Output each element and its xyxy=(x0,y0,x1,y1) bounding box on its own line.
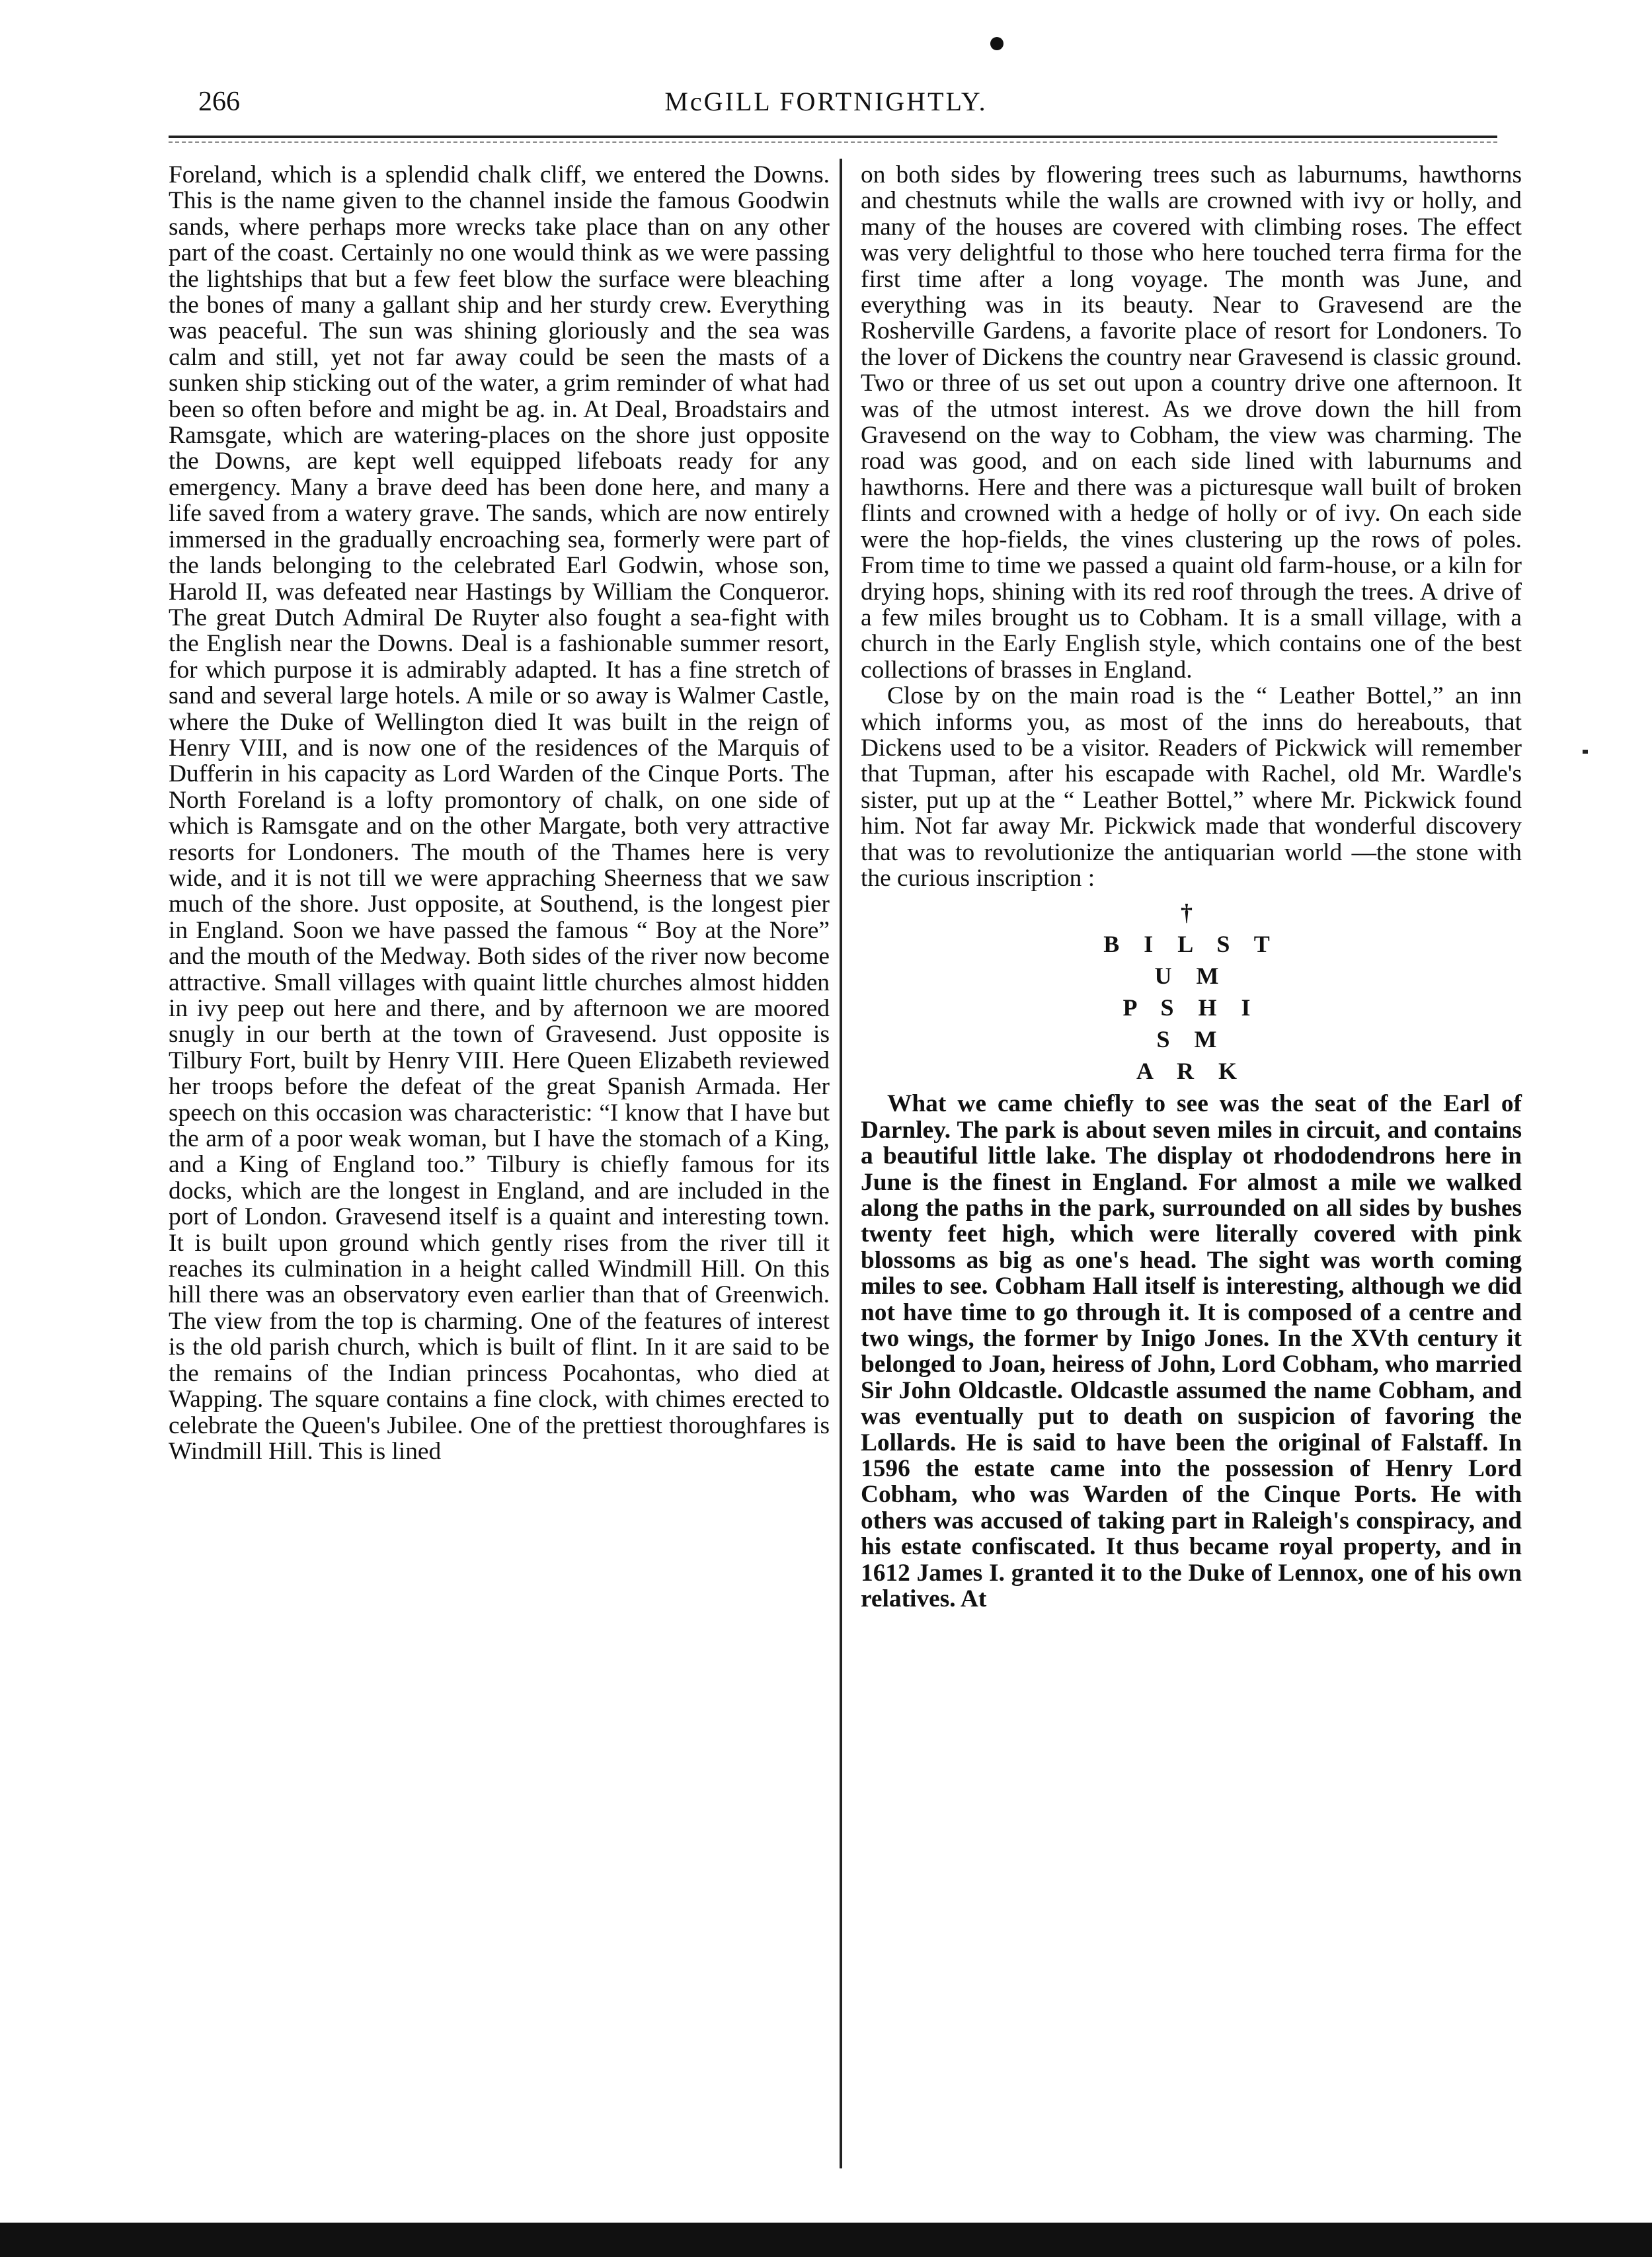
inscription-line: U M xyxy=(1154,963,1228,990)
margin-mark xyxy=(1583,750,1588,754)
inscription-line: P S H I xyxy=(1122,994,1260,1021)
inscription-line: † xyxy=(1181,899,1202,926)
stone-inscription xyxy=(861,896,1522,1087)
left-column xyxy=(169,162,830,1464)
right-column-paragraph-3: What we came chiefly to see was the seat of the Earl of Darnley. The park is about seven miles in circuit, and contains a beautiful little lake. The display ot rhododendrons here in June is the finest in England. For almost a mile we walked along the paths in the park, surrounded on all sides by bushes twenty feet high, which were literally covered with pink blossoms as big as one's head. The sight was worth coming miles to see. Cobham Hall itself is interesting, although we did not have time to go through it. It is composed of a centre and two wings, the former by Inigo Jones. In the XVth century it belonged to Joan, heiress of John, Lord Cobham, who married Sir John Oldcastle. Oldcastle assumed the name Cobham, and was eventually put to death on suspicion of favoring the Lollards. He is said to have been the original of Falstaff. In 1596 the estate came into the possession of Henry Lord Cobham, who was Warden of the Cinque Ports. He with others was accused of taking part in Raleigh's conspiracy, and his estate confiscated. It thus became royal property, and in 1612 James I. granted it to the Duke of Lennox, one of his own relatives. At xyxy=(861,1090,1522,1613)
right-column-paragraph-2: Close by on the main road is the “ Leather Bottel,” an inn which informs you, as most of the inns do hereabouts, that Dickens used to be a visitor. Readers of Pickwick will remember that Tupman, after his escapade with Rachel, old Mr. Wardle's sister, put up at the “ Leather Bottel,” where Mr. Pickwick found him. Not far away Mr. Pickwick made that wonderful discovery that was to revolutionize the antiquarian world —the stone with the curious inscription : xyxy=(861,682,1522,892)
page-header xyxy=(0,86,1652,126)
ink-dot xyxy=(990,37,1003,50)
inscription-line: A R K xyxy=(1136,1058,1246,1085)
inscription-line: S M xyxy=(1156,1026,1226,1053)
header-rule xyxy=(169,136,1497,138)
right-column-paragraph-1: on both sides by flowering trees such as laburnums, hawthorns and chestnuts while the walls are crowned with ivy or holly, and many of the houses are covered with climbing roses. The effect was very delightful to those who here touched terra firma for the first time after a long voyage. The month was June, and everything was in its beauty. Near to Gravesend are the Rosherville Gardens, a favorite place of resort for Londoners. To the lover of Dickens the country near Gravesend is classic ground. Two or three of us set out upon a country drive one afternoon. It was of the utmost interest. As we drove down the hill from Gravesend on the way to Cobham, the view was charming. The road was good, and on each side lined with laburnums and hawthorns. Here and there was a picturesque wall built of broken flints and crowned with a hedge of holly or of ivy. On each side were the hop-fields, the vines clustering up the rows of poles. From time to time we passed a quaint old farm-house, or a kiln for drying hops, shining with its red roof through the trees. A drive of a few miles brought us to Cobham. It is a small village, with a church in the Early English style, which contains one of the best collections of brasses in England. xyxy=(861,161,1522,684)
running-title: McGILL FORTNIGHTLY. xyxy=(664,87,988,116)
inscription-line: B I L S T xyxy=(1103,931,1279,958)
right-column xyxy=(861,162,1522,1612)
column-divider xyxy=(840,159,842,2168)
scan-bottom-border xyxy=(0,2223,1652,2257)
page-number: 266 xyxy=(198,87,240,117)
header-rule-faint xyxy=(169,141,1497,143)
left-column-paragraph: Foreland, which is a splendid chalk cliff, we entered the Downs. This is the name given to the channel inside the famous Goodwin sands, where perhaps more wrecks take place than on any other part of the coast. Certainly no one would think as we were passing the lightships that but a few feet blow the surface were bleaching the bones of many a gallant ship and her sturdy crew. Everything was peaceful. The sun was shining gloriously and the sea was calm and still, yet not far away could be seen the masts of a sunken ship sticking out of the water, a grim reminder of what had been so often before and might be ag. in. At Deal, Broadstairs and Ramsgate, which are watering-places on the shore just opposite the Downs, are kept well equipped lifeboats ready for any emergency. Many a brave deed has been done here, and many a life saved from a watery grave. The sands, which are now entirely immersed in the gradually encroaching sea, formerly were part of the lands belonging to the celebrated Earl Godwin, whose son, Harold II, was defeated near Hastings by William the Conqueror. The great Dutch Admiral De Ruyter also fought a sea-fight with the English near the Downs. Deal is a fashionable summer resort, for which purpose it is admirably adapted. It has a fine stretch of sand and several large hotels. A mile or so away is Walmer Castle, where the Duke of Wellington died It was built in the reign of Henry VIII, and is now one of the residences of the Marquis of Dufferin in his capacity as Lord Warden of the Cinque Ports. The North Foreland is a lofty promontory of chalk, on one side of which is Ramsgate and on the other Margate, both very attractive resorts for Londoners. The mouth of the Thames here is very wide, and it is not till we were appraching Sheerness that we saw much of the shore. Just opposite, at Southend, is the longest pier in England. Soon we have passed the famous “ Boy at the Nore” and the mouth of the Medway. Both sides of the river now become attractive. Small villages with quaint little churches almost hidden in ivy peep out here and there, and by afternoon we are moored snugly in our berth at the town of Gravesend. Just opposite is Tilbury Fort, built by Henry VIII. Here Queen Elizabeth reviewed her troops before the defeat of the great Spanish Armada. Her speech on this occasion was characteristic: “I know that I have but the arm of a poor weak woman, but I have the stomach of a King, and a King of England too.” Tilbury is chiefly famous for its docks, which are the longest in England, and are included in the port of London. Gravesend itself is a quaint and interesting town. It is built upon ground which gently rises from the river till it reaches its culmination in a height called Windmill Hill. On this hill there was an observatory even earlier than that of Greenwich. The view from the top is charming. One of the features of interest is the old parish church, which is built of flint. In it are said to be the remains of the Indian princess Pocahontas, who died at Wapping. The square contains a fine clock, with chimes erected to celebrate the Queen's Jubilee. One of the prettiest thoroughfares is Windmill Hill. This is lined xyxy=(169,161,830,1465)
